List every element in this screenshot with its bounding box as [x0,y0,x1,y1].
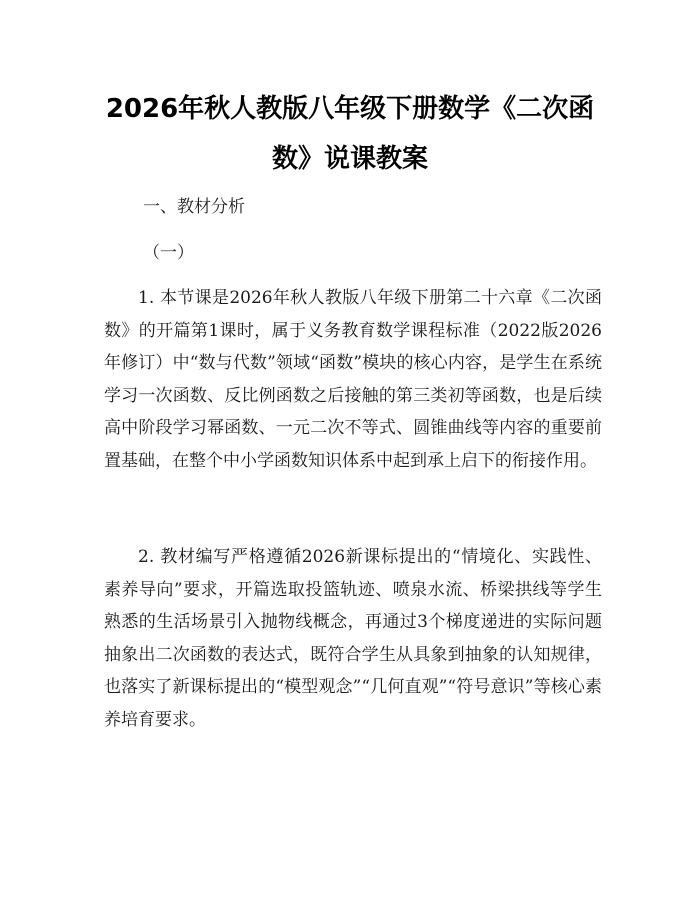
paragraph-2: 2. 教材编写严格遵循2026新课标提出的“情境化、实践性、素养导向”要求，开篇选取投篮轨迹、喷泉水流、桥梁拱线等学生熟悉的生活场景引入抛物线概念，再通过3个梯度递进的实际问题抽象出二次函数的表达式，既符合学生从具象到抽象的认知规律，也落实了新课标提出的“模型观念”“几何直观”“符号意识”等核心素养培育要求。 [104,547,602,730]
paragraph-1: 1. 本节课是2026年秋人教版八年级下册第二十六章《二次函数》的开篇第1课时，属于义务教育数学课程标准（2022版2026年修订）中“数与代数”领域“函数”模块的核心内容，是学生在系统学习一次函数、反比例函数之后接触的第三类初等函数，也是后续高中阶段学习幂函数、一元二次不等式、圆锥曲线等内容的重要前置基础，在整个中小学函数知识体系中起到承上启下的衔接作用。 [104,288,602,471]
subsection-heading: （一） [143,243,194,263]
section-heading: 一、教材分析 [143,197,245,217]
document-title: 2026年秋人教版八年级下册数学《二次函数》说课教案 [105,94,595,174]
